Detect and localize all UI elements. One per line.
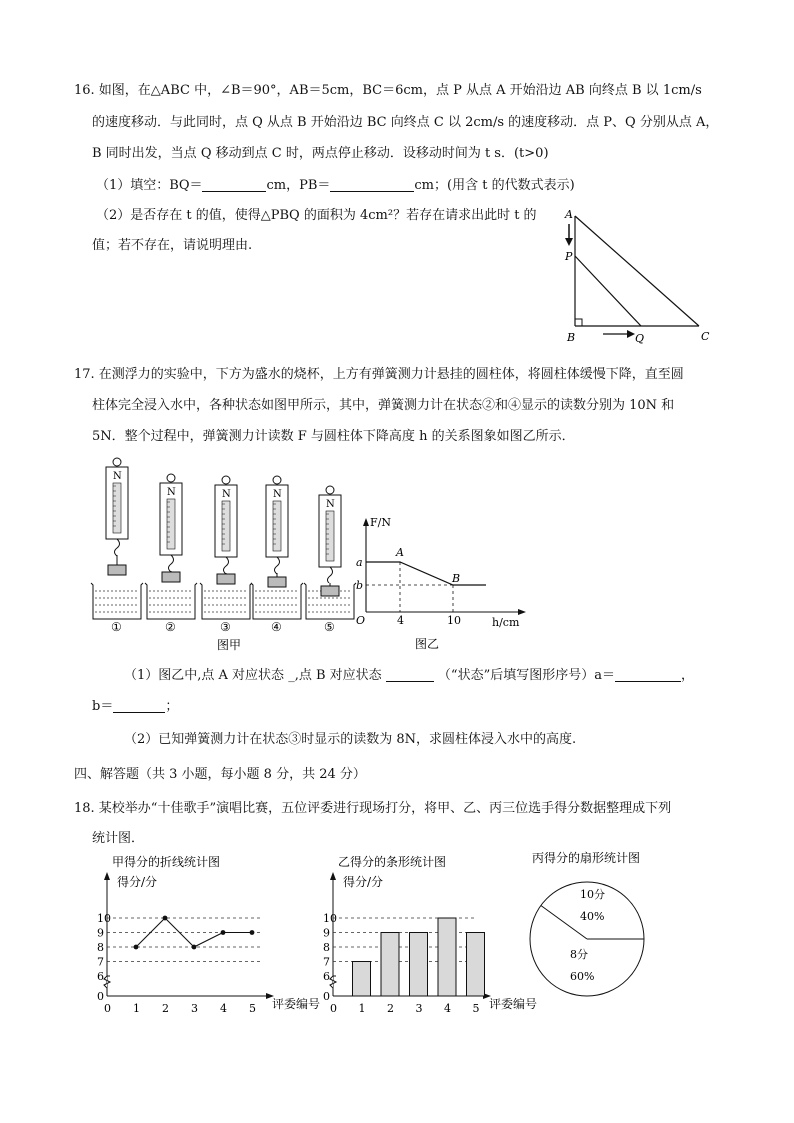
axis-break-icon: [330, 976, 336, 988]
state-label: ②: [165, 620, 176, 634]
x-tick-label: 5: [472, 1002, 480, 1015]
cylinder: [217, 574, 235, 584]
label-b: B: [567, 331, 576, 344]
x-tick-label: 0: [330, 1002, 337, 1015]
cylinder: [162, 572, 180, 582]
x-tick-label: 3: [415, 1002, 423, 1015]
scale-n-label: N: [167, 487, 176, 498]
chart-jia-line: [90, 848, 321, 1018]
state-label: ⑤: [324, 620, 335, 634]
figure-jia-spring-scales: [90, 455, 360, 655]
tick-b: b: [356, 579, 364, 592]
pie-slice-percent: 40%: [580, 910, 605, 923]
graph-ylabel: F/N: [370, 516, 391, 529]
y-tick-label: 10: [97, 912, 111, 925]
y-tick-label: 8: [323, 941, 330, 954]
bar: [467, 933, 485, 997]
label-c: C: [701, 330, 710, 343]
answer-blank[interactable]: [615, 667, 681, 682]
x-tick-label: 5: [249, 1002, 256, 1015]
q18-line-2: 统计图．: [92, 831, 145, 846]
y-tick-label: 10: [323, 912, 337, 925]
point-b-label: B: [452, 572, 461, 585]
x-tick-label: 4: [220, 1002, 227, 1015]
data-point: [250, 930, 255, 935]
data-point: [134, 945, 139, 950]
scale-n-label: N: [222, 489, 231, 500]
spring-scale-state-1: [91, 458, 143, 634]
chart-title: 甲得分的折线统计图: [112, 855, 221, 869]
spring-scale-state-5: [304, 486, 356, 634]
q16-part1-text-b: cm，PB＝: [266, 178, 331, 193]
cylinder: [108, 565, 126, 575]
label-q: Q: [635, 332, 645, 345]
q17-part1-text-e: ；: [165, 699, 179, 714]
y-tick-label: 9: [323, 926, 330, 940]
spring-scale-state-4: [251, 476, 303, 634]
y-tick-label: 7: [97, 955, 104, 969]
chart-ylabel: 得分/分: [117, 875, 158, 889]
scale-n-label: N: [273, 489, 282, 500]
cylinder: [321, 586, 339, 596]
label-a: A: [565, 208, 573, 221]
y-tick-label: 7: [323, 955, 330, 969]
scale-n-label: N: [113, 471, 122, 482]
cylinder: [268, 577, 286, 587]
x-tick-label: 0: [104, 1002, 111, 1015]
origin-o: O: [356, 614, 366, 627]
chart-yi-bar: [315, 848, 555, 1018]
q16-line-3: B 同时出发，当点 Q 移动到点 C 时，两点停止移动．设移动时间为 t s．(t>0): [92, 146, 549, 161]
q16-triangle-figure: [555, 202, 725, 347]
q16-part1-text-c: cm；(用含 t 的代数式表示): [414, 178, 575, 193]
q17-line-1: 17. 在测浮力的实验中，下方为盛水的烧杯，上方有弹簧测力计悬挂的圆柱体，将圆柱体缓慢下降，直至圆: [74, 367, 684, 382]
x-tick-label: 2: [387, 1002, 394, 1015]
q17-part1-text-d: b＝: [92, 699, 114, 714]
beaker: [91, 583, 143, 619]
scale-n-label: N: [326, 499, 335, 510]
q17-part1-text-a: （1）图乙中,点 A 对应状态 _,点 B 对应状态: [124, 668, 382, 683]
right-angle-mark: [575, 319, 582, 326]
data-point: [163, 916, 168, 921]
y-tick-label: 6: [323, 970, 330, 983]
data-point: [221, 930, 226, 935]
q16-part2-line-2: 值；若不存在，请说明理由.: [92, 238, 253, 253]
x-tick-label: 2: [162, 1002, 169, 1015]
chart-xlabel: 评委编号: [272, 997, 321, 1011]
axis-break-icon: [104, 976, 110, 988]
q17-part1-line-2: [92, 697, 178, 717]
data-point: [192, 945, 197, 950]
figure-yi-caption: 图乙: [415, 637, 440, 651]
q17-part1-line-1: [124, 666, 694, 686]
q17-part2: （2）已知弹簧测力计在状态③时显示的读数为 8N，求圆柱体浸入水中的高度.: [124, 732, 577, 747]
tick-a: a: [356, 556, 363, 569]
series-line-segment: [194, 933, 223, 948]
y-tick-label: 0: [323, 990, 330, 1003]
answer-blank[interactable]: [113, 698, 165, 713]
q18-line-1: 18. 某校举办“十佳歌手”演唱比赛，五位评委进行现场打分，将甲、乙、丙三位选手得分数据整理成下列: [74, 801, 672, 816]
answer-blank[interactable]: [330, 177, 414, 192]
graph-line: [366, 562, 486, 585]
y-tick-label: 6: [97, 970, 104, 983]
spring-scale-state-3: [200, 476, 252, 634]
label-p: P: [565, 250, 573, 263]
chart-title: 乙得分的条形统计图: [338, 855, 447, 869]
bar: [353, 962, 371, 997]
y-tick-label: 8: [97, 941, 104, 954]
y-tick-label: 0: [97, 990, 104, 1003]
chart-xlabel: 评委编号: [489, 997, 538, 1011]
state-label: ③: [220, 620, 231, 634]
chart-ylabel: 得分/分: [343, 875, 384, 889]
point-a-label: A: [396, 546, 404, 559]
answer-blank[interactable]: [386, 667, 434, 682]
q17-part1-text-c: ，: [680, 668, 694, 683]
q17-line-3: 5N．整个过程中，弹簧测力计读数 F 与圆柱体下降高度 h 的关系图象如图乙所示．: [92, 429, 575, 444]
side-ac: [575, 216, 699, 326]
beaker: [145, 583, 197, 619]
answer-blank[interactable]: [202, 177, 266, 192]
graph-xlabel: h/cm: [492, 616, 520, 629]
x-tick-label: 4: [444, 1002, 451, 1015]
chart-bing-pie: [522, 848, 702, 1018]
chart-title: 丙得分的扇形统计图: [532, 851, 641, 865]
q17-line-2: 柱体完全浸入水中，各种状态如图甲所示，其中，弹簧测力计在状态②和④显示的读数分别为 10N 和: [92, 398, 675, 413]
beaker: [200, 583, 252, 619]
x-tick-label: 1: [133, 1002, 140, 1015]
tick-10: 10: [447, 614, 461, 627]
q16-part1-text-a: （1）填空：BQ＝: [96, 178, 203, 193]
x-tick-label: 3: [191, 1002, 198, 1015]
q17-part1-text-b: （“状态”后填写图形序号）a＝: [437, 668, 615, 683]
bar: [410, 933, 428, 997]
pie-slice-label: 10分: [580, 888, 605, 901]
y-tick-label: 9: [97, 926, 104, 940]
q16-part1: [96, 176, 575, 196]
q16-part2-line-1: （2）是否存在 t 的值，使得△PBQ 的面积为 4cm²？若存在请求出此时 t 的: [96, 208, 537, 223]
beaker: [251, 583, 303, 619]
tick-4: 4: [397, 614, 404, 627]
q16-line-1: 16. 如图，在△ABC 中，∠B＝90°，AB＝5cm，BC＝6cm，点 P 从点 A 开始沿边 AB 向终点 B 以 1cm/s: [74, 83, 702, 98]
x-tick-label: 1: [358, 1002, 366, 1015]
state-label: ①: [111, 620, 122, 634]
bar: [438, 918, 456, 996]
pie-slice-percent: 60%: [570, 970, 595, 983]
series-line-segment: [136, 918, 165, 947]
state-label: ④: [271, 620, 282, 634]
pie-slice-label: 8分: [570, 948, 588, 961]
section-4-heading: 四、解答题（共 3 小题，每小题 8 分，共 24 分）: [74, 767, 366, 782]
spring-scale-state-2: [145, 474, 197, 634]
figure-jia-caption: 图甲: [217, 638, 242, 652]
bar: [381, 933, 399, 997]
figure-yi-graph: [352, 512, 532, 652]
q16-line-2: 的速度移动．与此同时，点 Q 从点 B 开始沿边 BC 向终点 C 以 2cm/s 的速度移动．点 P、Q 分别从点 A，: [92, 115, 719, 130]
